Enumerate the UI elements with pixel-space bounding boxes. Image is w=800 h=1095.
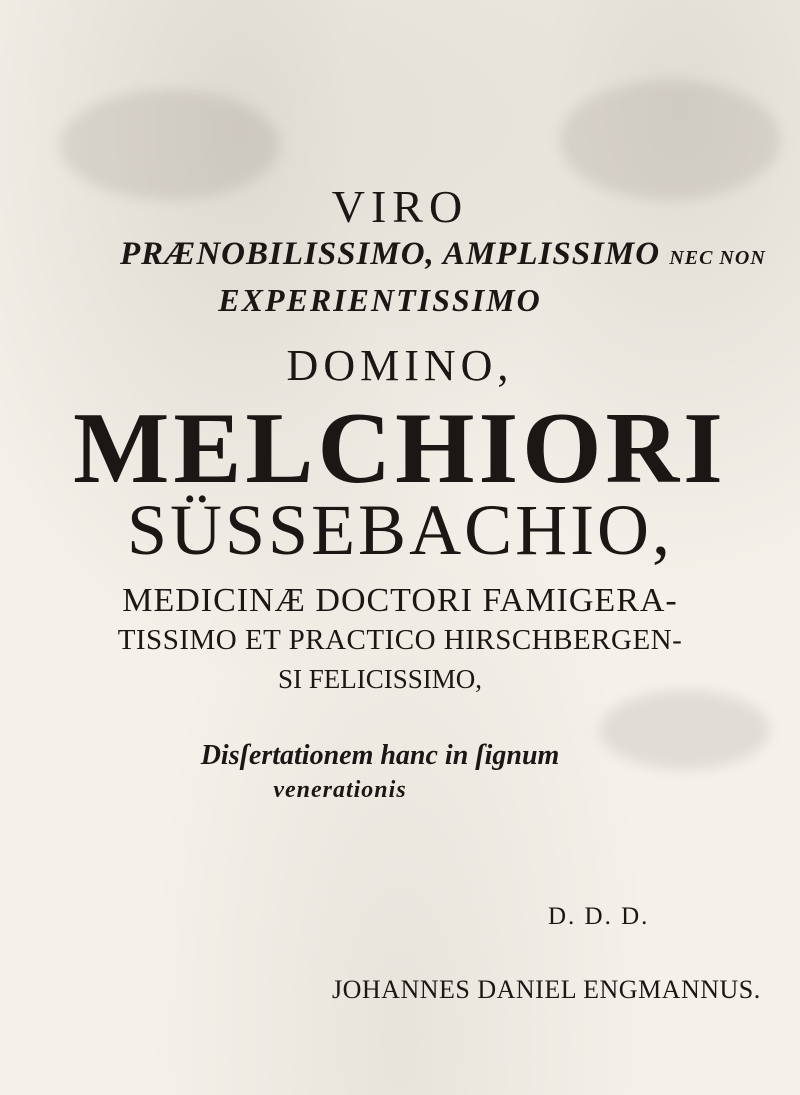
dedicatee-last-name: SÜSSEBACHIO,	[126, 490, 674, 570]
line-praenobilissimo	[120, 236, 766, 273]
author-name: JOHANNES DANIEL ENGMANNUS.	[332, 975, 761, 1004]
line-tissimo: TISSIMO ET PRACTICO HIRSCHBERGEN-	[117, 624, 683, 656]
line-felicissimo: SI FELICISSIMO,	[277, 664, 483, 694]
praenobilissimo-text: PRÆNOBILISSIMO, AMPLISSIMO	[120, 236, 661, 272]
line-domino: DOMINO,	[286, 341, 514, 390]
heading-viro: VIRO	[331, 181, 469, 232]
line-experientissimo: EXPERIENTISSIMO	[218, 282, 542, 318]
dedication-line-2: venerationis	[273, 777, 407, 803]
line-medicinae: MEDICINÆ DOCTORI FAMIGERA-	[122, 582, 678, 619]
nec-non-text: NEC NON	[669, 247, 766, 269]
dedicatee-first-name: MELCHIORI	[73, 392, 727, 505]
dedication-line-1: Disſertationem hanc in ſignum	[200, 740, 560, 771]
dedication-ddd: D. D. D.	[548, 903, 650, 930]
